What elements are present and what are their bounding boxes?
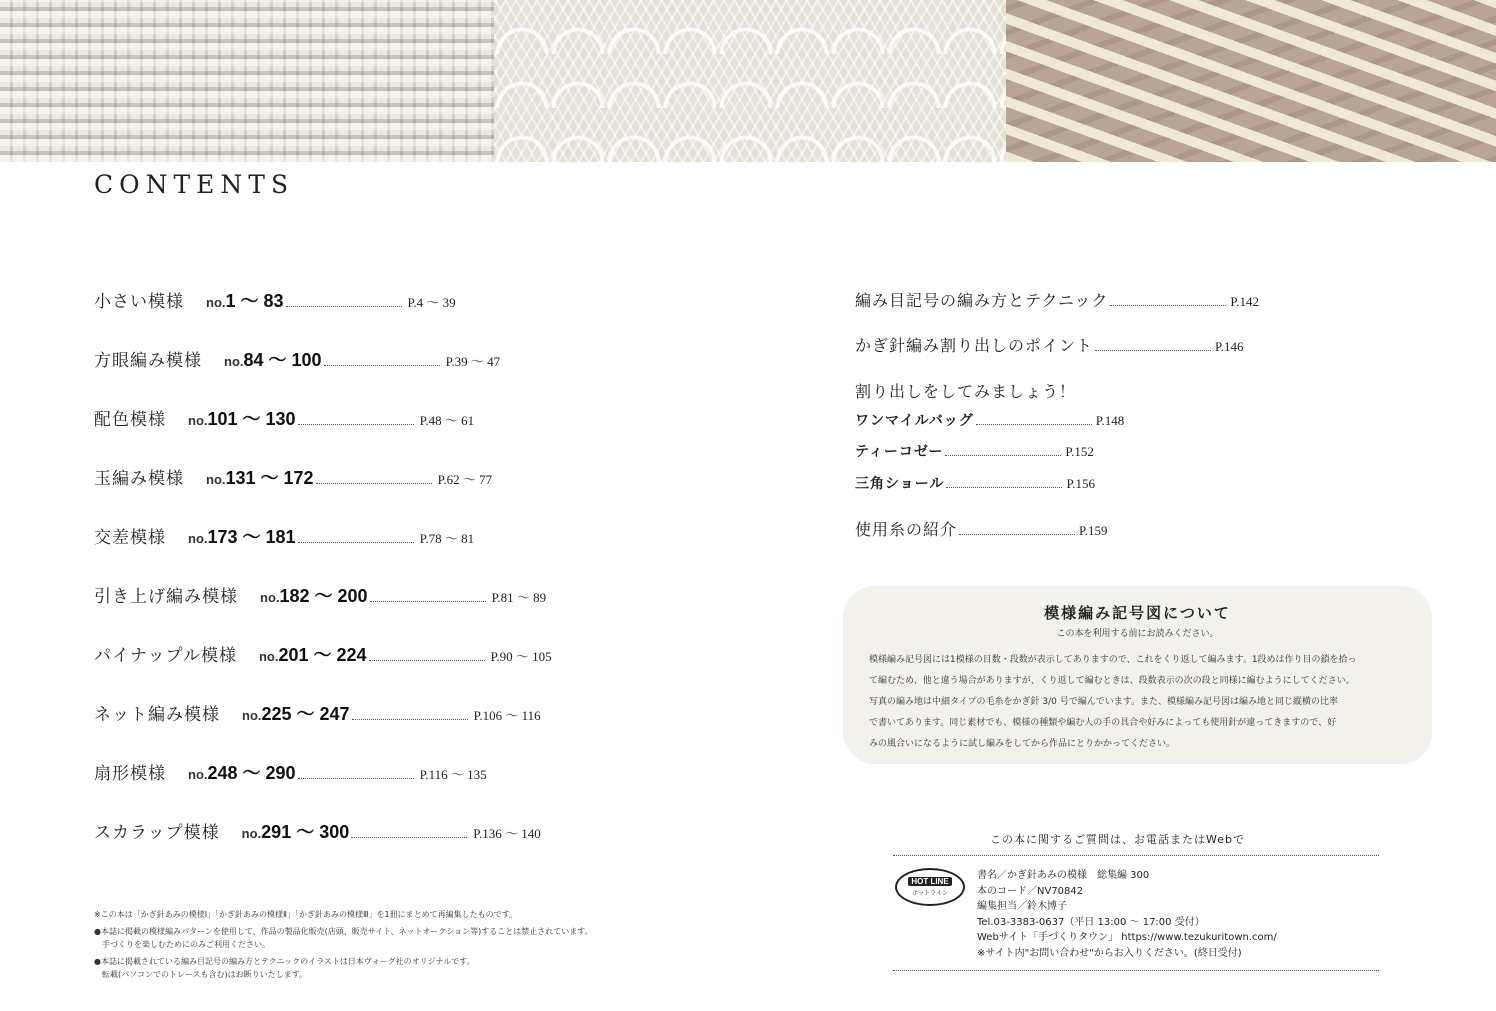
header-banner bbox=[0, 0, 1496, 162]
toc-item[interactable] bbox=[94, 818, 541, 848]
toc-item-name: 小さい模様 bbox=[94, 292, 184, 312]
toc-item-range: 291 ～ 300 bbox=[261, 822, 350, 842]
toc-item-range: 201 ～ 224 bbox=[278, 645, 367, 665]
toc-item-page: P.156 bbox=[1066, 476, 1095, 491]
leader-dots bbox=[298, 777, 414, 779]
toc-item-no-prefix: no. bbox=[241, 826, 262, 841]
hotline-line: 書名／かぎ針あみの模様 総集編 300 bbox=[977, 870, 1150, 881]
toc-item-no-prefix: no. bbox=[242, 708, 262, 723]
toc-item-no-prefix: no. bbox=[188, 767, 208, 782]
toc-item-name: 玉編み模様 bbox=[94, 469, 184, 489]
leader-dots bbox=[1095, 349, 1211, 351]
toc-item[interactable] bbox=[855, 288, 1259, 311]
toc-item-name: 編み目記号の編み方とテクニック bbox=[855, 291, 1109, 310]
toc-item-pages: P.136 ～ 140 bbox=[473, 826, 541, 841]
toc-item-name: 三角ショール bbox=[855, 476, 945, 492]
toc-item-name: スカラップ模様 bbox=[94, 823, 220, 843]
page-title: CONTENTS bbox=[94, 170, 295, 199]
toc-item-pages: P.62 ～ 77 bbox=[437, 472, 493, 487]
notes-subtitle: この本を利用する前にお読みください。 bbox=[1056, 629, 1219, 639]
leader-dots bbox=[316, 482, 432, 484]
toc-item-pages: P.106 ～ 116 bbox=[473, 708, 541, 723]
notes-box bbox=[843, 586, 1432, 764]
toc-item-range: 248 ～ 290 bbox=[207, 763, 296, 783]
leader-dots bbox=[286, 305, 402, 307]
hotline-heading: この本に関するご質問は、お電話またはWebで bbox=[990, 833, 1245, 846]
toc-item[interactable] bbox=[94, 759, 487, 789]
toc-item-pages: P.116 ～ 135 bbox=[419, 767, 487, 782]
leader-dots bbox=[298, 541, 414, 543]
toc-item[interactable] bbox=[94, 523, 474, 553]
toc-item-range: 84 ～ 100 bbox=[243, 350, 322, 370]
hotline-link[interactable]: Webサイト「手づくりタウン」 https://www.tezukuritown.com/ bbox=[977, 932, 1277, 943]
leader-dots bbox=[351, 836, 467, 838]
toc-item-range: 182 ～ 200 bbox=[279, 586, 368, 606]
toc-item-name: 配色模様 bbox=[94, 410, 166, 430]
toc-item-range: 173 ～ 181 bbox=[207, 527, 296, 547]
toc-item-pages: P.48 ～ 61 bbox=[419, 413, 475, 428]
footnote-line: ※この本は「かぎ針あみの模様Ⅰ」「かぎ針あみの模様Ⅱ」「かぎ針あみの模様Ⅲ」を1冊にまとめて再編集したものです。 bbox=[94, 910, 517, 919]
notes-body bbox=[869, 650, 1409, 755]
toc-item[interactable] bbox=[94, 464, 492, 494]
leader-dots bbox=[324, 364, 440, 366]
toc-item-no-prefix: no. bbox=[258, 649, 279, 664]
footnote-line: 転載(パソコンでのトレースも含む)はお断りいたします。 bbox=[94, 970, 308, 979]
toc-item-no-prefix: no. bbox=[206, 472, 226, 487]
notes-line: 写真の編み地は中細タイプの毛糸をかぎ針 3/0 号で編んでいます。また、模様編み記号図は編み地と同じ縦横の比率 bbox=[869, 697, 1339, 707]
toc-item-range: 101 ～ 130 bbox=[207, 409, 296, 429]
toc-item-name: ワンマイルバッグ bbox=[855, 413, 974, 429]
footnote-line: 手づくりを楽しむためにのみご利用ください。 bbox=[94, 940, 270, 949]
footnote-line: ●本誌に掲載されている編み目記号の編み方とテクニックのイラストは日本ヴォーグ社のオリジナルです。 bbox=[94, 957, 475, 966]
toc-item-page: P.146 bbox=[1215, 339, 1244, 354]
crochet-swatch-image-1 bbox=[0, 0, 494, 162]
toc-item-name: ネット編み模様 bbox=[94, 705, 220, 725]
toc-item[interactable] bbox=[855, 517, 1108, 540]
toc-item[interactable] bbox=[855, 473, 1095, 493]
toc-item-range: 1 ～ 83 bbox=[225, 291, 284, 311]
toc-item-no-prefix: no. bbox=[260, 590, 280, 605]
hotline-line: 編集担当／鈴木博子 bbox=[977, 901, 1067, 912]
hotline-line: Tel.03-3383-0637（平日 13:00 ～ 17:00 受付） bbox=[977, 916, 1205, 928]
toc-item-name: 使用糸の紹介 bbox=[855, 520, 958, 539]
leader-dots bbox=[945, 454, 1061, 456]
hotline-line: ※サイト内"お問い合わせ"からお入りください。(終日受付) bbox=[977, 947, 1242, 959]
toc-item-page: P.152 bbox=[1065, 444, 1094, 459]
toc-section-heading bbox=[855, 379, 1076, 402]
toc-item-page: P.148 bbox=[1095, 413, 1125, 428]
leader-dots bbox=[352, 718, 468, 720]
notes-line: みの風合いになるように試し編みをしてから作品にとりかかってください。 bbox=[869, 739, 1176, 749]
toc-item-no-prefix: no. bbox=[206, 295, 226, 310]
toc-item-pages: P.4 ～ 39 bbox=[407, 295, 456, 310]
toc-item-name: 交差模様 bbox=[94, 528, 166, 548]
toc-item[interactable] bbox=[855, 333, 1244, 356]
toc-item-name: 方眼編み模様 bbox=[94, 351, 202, 371]
toc-item-no-prefix: no. bbox=[188, 413, 208, 428]
toc-item-range: 131 ～ 172 bbox=[225, 468, 314, 488]
notes-line: て編むため、他と違う場合がありますが、くり返して編むときは、段数表示の次の段と同様に編むようにしてください。 bbox=[869, 676, 1355, 686]
leader-dots bbox=[946, 486, 1062, 488]
toc-item-pages: P.39 ～ 47 bbox=[445, 354, 501, 369]
toc-item-page: P.142 bbox=[1230, 294, 1259, 309]
toc-item[interactable] bbox=[94, 641, 552, 671]
leader-dots bbox=[959, 533, 1075, 535]
divider bbox=[893, 970, 1379, 971]
notes-line: で書いてあります。同じ素材でも、模様の種類や編む人の手の具合や好みによっても使用針が違ってきますので、好 bbox=[869, 718, 1337, 728]
toc-item[interactable] bbox=[94, 287, 456, 317]
toc-item[interactable] bbox=[94, 405, 474, 435]
notes-title: 模様編み記号図について bbox=[1044, 604, 1231, 622]
toc-item-no-prefix: no. bbox=[188, 531, 208, 546]
crochet-swatch-image-3 bbox=[1006, 0, 1496, 162]
footnotes bbox=[94, 908, 654, 981]
toc-item-name: 扇形模様 bbox=[94, 764, 166, 784]
hotline-logo-subtext: ホットライン bbox=[912, 890, 948, 897]
hotline-logo-text: HOT LINE bbox=[908, 877, 951, 886]
leader-dots bbox=[369, 659, 485, 661]
toc-item[interactable] bbox=[94, 582, 546, 612]
toc-item-pages: P.81 ～ 89 bbox=[491, 590, 547, 605]
footnote-line: ●本誌に掲載の模様編みパターンを使用して、作品の製品化販売(店頭、販売サイト、ネットオークション等)することは禁止されています。 bbox=[94, 927, 593, 936]
toc-item-no-prefix: no. bbox=[224, 354, 244, 369]
hotline-info bbox=[977, 868, 1277, 961]
leader-dots bbox=[370, 600, 486, 602]
hotline-logo-icon bbox=[895, 868, 965, 906]
leader-dots bbox=[976, 423, 1092, 425]
notes-line: 模様編み記号図には1模様の目数・段数が表示してありますので、これをくり返して編みます。1段めは作り目の鎖を拾っ bbox=[869, 655, 1357, 665]
toc-item-name: かぎ針編み割り出しのポイント bbox=[855, 336, 1094, 355]
leader-dots bbox=[298, 423, 414, 425]
toc-section-heading-text: 割り出しをしてみましょう！ bbox=[855, 382, 1077, 401]
leader-dots bbox=[1110, 304, 1226, 306]
toc-item-pages: P.90 ～ 105 bbox=[490, 649, 552, 664]
toc-item-pages: P.78 ～ 81 bbox=[419, 531, 475, 546]
toc-item-name: 引き上げ編み模様 bbox=[94, 587, 238, 607]
toc-item[interactable] bbox=[94, 700, 541, 730]
divider bbox=[893, 855, 1379, 856]
toc-item-name: ティーコゼー bbox=[855, 444, 944, 460]
crochet-swatch-image-2 bbox=[494, 0, 1006, 162]
toc-item-page: P.159 bbox=[1079, 523, 1108, 538]
hotline-line: 本のコード／NV70842 bbox=[977, 885, 1084, 897]
toc-item[interactable] bbox=[94, 346, 500, 376]
toc-item[interactable] bbox=[855, 410, 1124, 430]
toc-item-name: パイナップル模様 bbox=[94, 646, 237, 666]
toc-item[interactable] bbox=[855, 441, 1094, 461]
toc-item-range: 225 ～ 247 bbox=[261, 704, 350, 724]
